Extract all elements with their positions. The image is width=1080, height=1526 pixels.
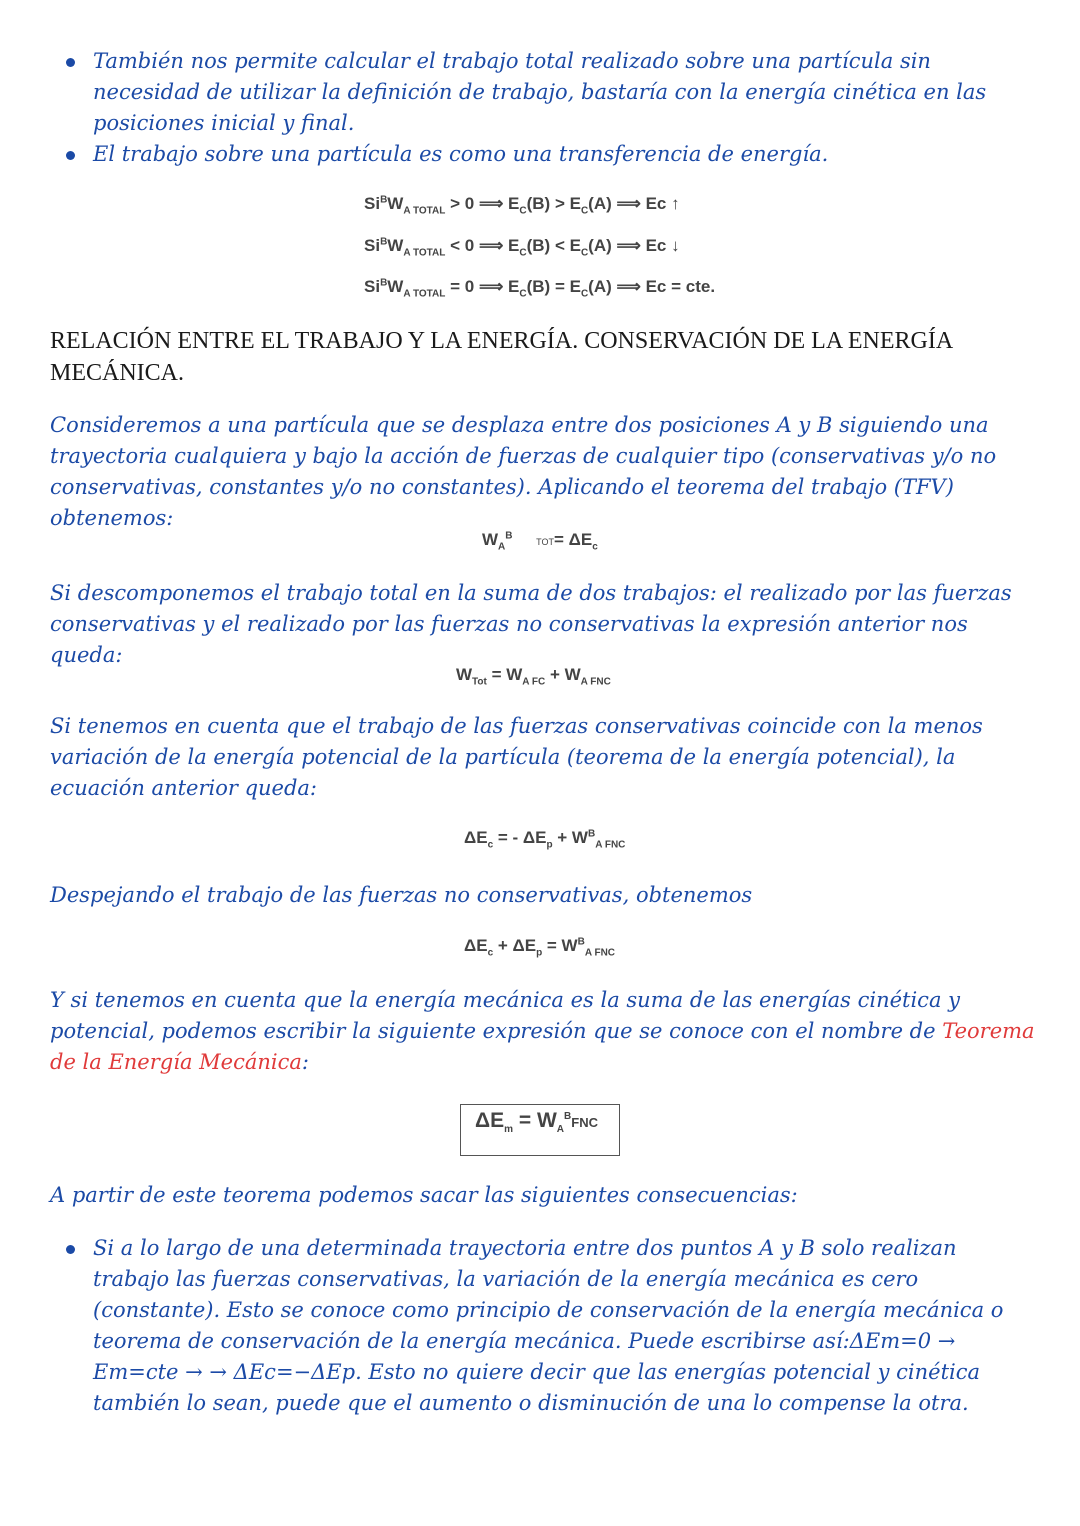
formula-work-split: $W_{Tot} = W_{A FC} + W_{A FNC}$ [456,665,611,688]
bullet-dot-icon [66,151,75,160]
arrow-down-icon: ↓ [671,236,680,255]
theorem-name-highlight: Teorema de la Energía Mecánica [50,1019,1035,1074]
paragraph-5 [50,985,1040,1078]
paragraph-2: Si descomponemos el trabajo total en la suma de dos trabajos: el realizado por las fuerzas conservativas y el realizado por las fuerzas no conservativas la expresión anterior nos queda: [50,581,1012,667]
consequences-section [48,1233,1038,1419]
intro-bullet-1-text: También nos permite calcular el trabajo total realizado sobre una partícula sin necesidad de utilizar la definición de trabajo, bastaría con la energía cinética en las posiciones inicial y final. [93,49,987,135]
condition-zero-sign: = 0 [450,277,475,296]
condition-positive: $Si^BW_{A TOTAL} > 0$ ⟹ $E_C(B) > E_C(A)$ ⟹ Ec ↑ [364,194,680,217]
intro-bullet-2-text: El trabajo sobre una partícula es como una transferencia de energía. [93,142,829,166]
condition-positive-sign: > 0 [450,194,475,213]
condition-positive-result: Ec [645,194,667,213]
condition-negative: $Si^BW_{A TOTAL} < 0$ ⟹ $E_C(B) < E_C(A)$ ⟹ Ec ↓ [364,236,680,259]
section-heading: RELACIÓN ENTRE EL TRABAJO Y LA ENERGÍA. CONSERVACIÓN DE LA ENERGÍA MECÁNICA. [50,328,952,386]
paragraph-3: Si tenemos en cuenta que el trabajo de las fuerzas conservativas coincide con la menos variación de la energía potencial de la partícula (teorema de la energía potencial), la ecuación anterior queda: [50,714,983,800]
intro-section [48,46,1038,170]
intro-bullet-2 [48,139,1038,170]
condition-positive-rel: > [554,194,565,213]
paragraph-4: Despejando el trabajo de las fuerzas no conservativas, obtenemos [50,883,753,907]
condition-zero-result: Ec = cte. [645,277,716,296]
consequence-bullet-1-text: Si a lo largo de una determinada trayectoria entre dos puntos A y B solo realizan trabajo las fuerzas conservativas, la variación de la energía mecánica es cero (constante). Esto se conoce como principio de conservación de la energía mecánica o teorema de conservación de la energía mecánica. Puede escribirse así:ΔEm=0 → Em=cte → → ΔEc=−ΔEp. Esto no quiere decir que las energías potencial y cinética también lo sean, puede que el aumento o disminución de una lo compense la otra. [93,1236,1004,1415]
paragraph-6: A partir de este teorema podemos sacar las siguientes consecuencias: [50,1183,798,1207]
formula-work-total: $W_A^B$ $TOT= \Delta E_c$ [482,530,598,553]
bullet-dot-icon [66,58,75,67]
arrow-up-icon: ↑ [671,194,680,213]
paragraph-1: Consideremos a una partícula que se desplaza entre dos posiciones A y B siguiendo una trayectoria cualquiera y bajo la acción de fuerzas de cualquier tipo (conservativas y/o no conservativas, constantes y/o no constantes). Aplicando el teorema del trabajo (TFV) obtenemos: [50,413,997,530]
consequences-list [48,1233,1038,1419]
paragraph-5-end: : [301,1050,309,1074]
mechanical-energy-theorem-box: $\Delta E_m = W_A^BFNC$ [460,1104,620,1156]
condition-negative-rel: < [554,236,565,255]
formula-nonconservative-work: $\Delta E_c + \Delta E_p = W^B_{A FNC}$ [464,936,616,959]
consequence-bullet-1 [48,1233,1038,1419]
condition-zero-rel: = [554,277,565,296]
formula-energy-variation: $\Delta E_c$ = - $\Delta E_p + W^B_{A FNC}$ [464,828,626,851]
bullet-dot-icon [66,1245,75,1254]
intro-bullet-1 [48,46,1038,139]
intro-bullet-list [48,46,1038,170]
condition-zero: $Si^BW_{A TOTAL} = 0$ ⟹ $E_C(B) = E_C(A)$ ⟹ Ec = cte. [364,277,716,300]
condition-negative-sign: < 0 [450,236,475,255]
condition-negative-result: Ec [645,236,667,255]
paragraph-5-text: Y si tenemos en cuenta que la energía mecánica es la suma de las energías cinética y potencial, podemos escribir la siguiente expresión que se conoce con el nombre de [50,988,961,1043]
